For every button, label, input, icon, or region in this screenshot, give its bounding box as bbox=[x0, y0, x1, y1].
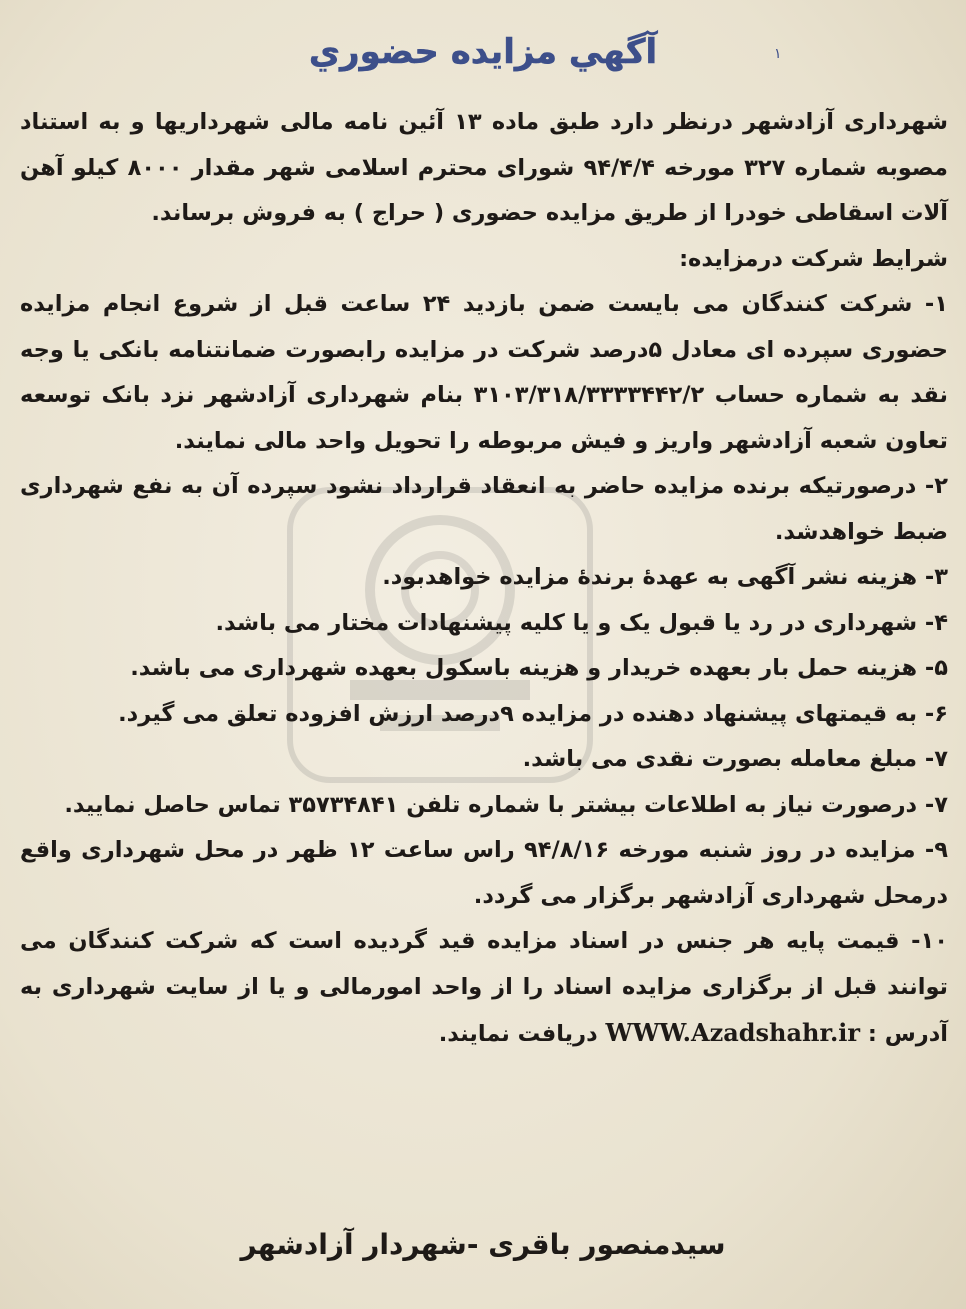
condition-item-10 bbox=[20, 919, 948, 1058]
condition-item-1: ۱- شرکت کنندگان می بایست ضمن بازدید ۲۴ ساعت قبل از شروع انجام مزایده حضوری سپرده ای معادل ۵درصد شرکت در مزایده رابصورت ضمانتنامه بانکی یا وجه نقد به شماره حساب ۳۱۰۳/۳۱۸/۳۳۳۳۴۴۲/۲ بنام شهرداری آزادشهر نزد بانک توسعه تعاون شعبه آزادشهر واریز و فیش مربوطه را تحویل واحد مالی نمایند. bbox=[20, 291, 948, 454]
conditions-heading: شرایط شرکت درمزایده: bbox=[679, 245, 948, 272]
corner-mark: ۱ bbox=[774, 46, 782, 62]
condition-item-6: ۶- به قیمتهای پیشنهاد دهنده در مزایده ۹درصد ارزش افزوده تعلق می گیرد. bbox=[118, 700, 948, 727]
condition-item-2: ۲- درصورتیکه برنده مزایده حاضر به انعقاد قرارداد نشود سپرده آن به نفع شهرداری ضبط خواهدشد. bbox=[20, 473, 948, 545]
condition-item-9: ۹- مزایده در روز شنبه مورخه ۹۴/۸/۱۶ راس ساعت ۱۲ ظهر در محل شهرداری واقع درمحل شهرداری آزادشهر برگزار می گردد. bbox=[20, 837, 948, 909]
website-link[interactable]: WWW.Azadshahr.ir bbox=[605, 1018, 861, 1047]
condition-item-7: ۷- مبلغ معامله بصورت نقدی می باشد. bbox=[522, 746, 948, 772]
item10-closing: دریافت نمایند. bbox=[438, 1021, 598, 1047]
condition-item-4: ۴- شهرداری در رد یا قبول یک و یا کلیه پیشنهادات مختار می باشد. bbox=[215, 609, 948, 636]
condition-item-8: ۷- درصورت نیاز به اطلاعات بیشتر با شماره تلفن ۳۵۷۳۴۸۴۱ تماس حاصل نمایید. bbox=[64, 791, 948, 818]
condition-item-3: ۳- هزینه نشر آگهی به عهدهٔ برندهٔ مزایده خواهدبود. bbox=[382, 564, 948, 590]
notice-title: آگهي مزايده حضوري bbox=[308, 32, 658, 72]
intro-paragraph: شهرداری آزادشهر درنظر دارد طبق ماده ۱۳ آئین نامه مالی شهرداریها و به استناد مصوبه شماره ۳۲۷ مورخه ۹۴/۴/۴ شورای محترم اسلامی شهر مقدار ۸۰۰۰ کیلو آهن آلات اسقاطی خودرا از طریق مزایده حضوری ( حراج ) به فروش برساند. bbox=[20, 109, 948, 226]
condition-item-5: ۵- هزینه حمل بار بعهده خریدار و هزینه باسکول بعهده شهرداری می باشد. bbox=[130, 655, 948, 681]
item10-text: ۱۰- قیمت پایه هر جنس در اسناد مزایده قید گردیده است که شرکت کنندگان می توانند قبل از برگزاری مزایده اسناد را از واحد امورمالی و یا از سایت شهرداری به آدرس : bbox=[20, 928, 948, 1047]
signature: سیدمنصور باقری -شهردار آزادشهر bbox=[240, 1228, 726, 1261]
notice-body bbox=[20, 100, 948, 1058]
